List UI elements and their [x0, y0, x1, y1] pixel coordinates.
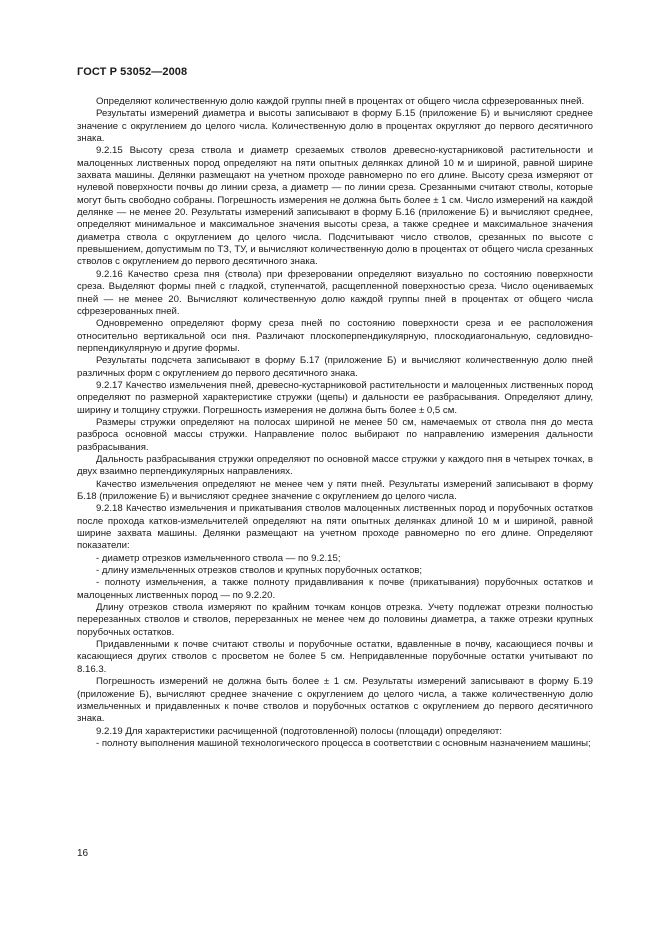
list-item: - диаметр отрезков измельченного ствола — по 9.2.15;	[96, 552, 341, 564]
paragraph: Определяют количественную долю каждой группы пней в процентах от общего числа сфрезерованных пней.	[96, 96, 585, 107]
document-header: ГОСТ Р 53052—2008	[77, 66, 188, 78]
page-number: 16	[77, 848, 89, 859]
paragraph: Результаты подсчета записывают в форму Б.17 (приложение Б) и вычисляют количественную долю пней различных форм с округлением до первого десятичного знака.	[77, 355, 593, 379]
paragraph: 9.2.17 Качество измельчения пней, древесно-кустарниковой растительности и малоценных лиственных пород определяют по размерной характеристике стружки (щепы) и дальности ее разбрасывания. Определяют длину, ширину и толщину стружки. Погрешность измерения не должна быть более ± 0,5 см.	[77, 379, 593, 416]
paragraph: Погрешность измерений не должна быть более ± 1 см. Результаты измерений записывают в форму Б.19 (приложение Б), вычисляют среднее значение с округлением до целого числа, а также количественную долю измельченных и придавленных к почве стволов и порубочных остатков с округлением до первого десятичного знака.	[77, 676, 593, 725]
paragraph: Размеры стружки определяют на полосах шириной не менее 50 см, намечаемых от ствола пня до места разброса основной массы стружки. Направление полос выбирают по направлению измерения дальности разбрасывания.	[77, 416, 593, 453]
list-item: - полноту измельчения, а также полноту придавливания к почве (прикатывания) порубочных остатков и малоценных лиственных пород — по 9.2.20.	[77, 577, 593, 601]
paragraph: Одновременно определяют форму среза пней по состоянию поверхности среза и ее расположения относительно вертикальной оси пня. Различают плоскоперпендикулярную, плоскодиагональную, седловидно-перпендикулярную и другие формы.	[77, 318, 593, 354]
paragraph: 9.2.19 Для характеристики расчищенной (подготовленной) полосы (площади) определяют:	[96, 725, 502, 737]
paragraph: Длину отрезков ствола измеряют по крайним точкам концов отрезка. Учету подлежат отрезки полностью перерезанных стволов и стволов, перерезанных не менее чем до половины диаметра, а также отрезки крупных порубочных остатков.	[77, 602, 593, 638]
paragraph: 9.2.16 Качество среза пня (ствола) при фрезеровании определяют визуально по состоянию поверхности среза. Выделяют формы пней с гладкой, ступенчатой, расщепленной поверхностью среза. Число оцениваемых пней — не менее 20. Вычисляют количественную долю каждой группы пней в процентах от общего числа сфрезерованных пней.	[77, 268, 593, 317]
document-body	[77, 96, 593, 750]
paragraph: Результаты измерений диаметра и высоты записывают в форму Б.15 (приложение Б) и вычисляют среднее значение с округлением до целого числа. Количественную долю в процентах округляют до первого десятичного знака.	[77, 108, 593, 145]
paragraph: 9.2.18 Качество измельчения и прикатывания стволов малоценных лиственных пород и порубочных остатков после прохода катков-измельчителей определяют на пяти опытных делянках длиной 10 м и шириной, равной ширине захвата машины. Делянки размещают на учетном проходе равномерно по его длине. Определяют показатели:	[77, 503, 593, 552]
paragraph: 9.2.15 Высоту среза ствола и диаметр срезаемых стволов древесно-кустарниковой растительности и малоценных лиственных пород определяют на пяти опытных делянках длиной 10 м и шириной, равной ширине захвата машины. Делянки размещают на учетном проходе равномерно по его длине. Высоту среза измеряют от нулевой поверхности почвы до линии среза, а диаметр — по линии среза. Срезанными считают стволы, которые могут быть свободно собраны. Погрешность измерения не должна быть более ± 1 см. Число измерений на каждой делянке — не менее 20. Результаты измерений записывают в форму Б.16 (приложение Б) и вычисляют среднее, определяют минимальное и максимальное значения высоты среза, а также среднее и максимальное значения диаметра ствола с округлением до целого числа. Подсчитывают число стволов, срезанных по высоте с превышением, допустимым по ТЗ, ТУ, и вычисляют количественную долю в процентах от общего числа срезанных стволов с округлением до первого десятичного знака.	[77, 145, 593, 268]
paragraph: Качество измельчения определяют не менее чем у пяти пней. Результаты измерений записывают в форму Б.18 (приложение Б) и вычисляют среднее значение с округлением до целого числа.	[77, 478, 593, 502]
list-item: - полноту выполнения машиной технологического процесса в соответствии с основным назначением машины;	[96, 737, 591, 749]
list-item: - длину измельченных отрезков стволов и крупных порубочных остатков;	[96, 565, 423, 577]
paragraph: Дальность разбрасывания стружки определяют по основной массе стружки у каждого пня в четырех точках, в двух взаимно перпендикулярных направлениях.	[77, 453, 593, 478]
paragraph: Придавленными к почве считают стволы и порубочные остатки, вдавленные в почву, касающиеся почвы и касающиеся других стволов с просветом не более 5 см. Непридавленные порубочные остатки учитывают по 8.16.3.	[77, 639, 593, 675]
